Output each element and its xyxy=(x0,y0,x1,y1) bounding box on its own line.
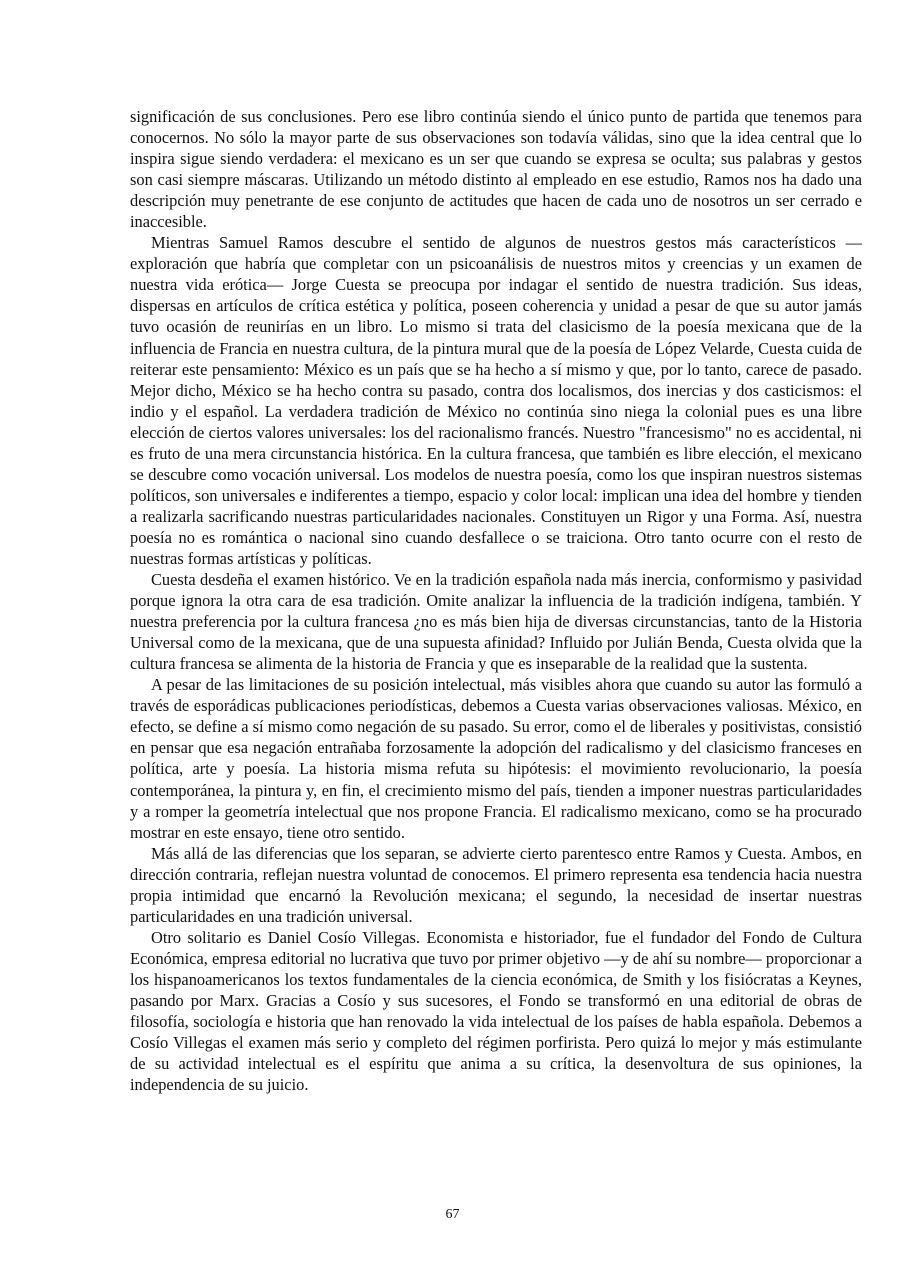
paragraph: Mientras Samuel Ramos descubre el sentido de algunos de nuestros gestos más característicos —exploración que habría que completar con un psicoanálisis de nuestros mitos y creencias y un examen de nuestra vida erótica— Jorge Cuesta se preocupa por indagar el sentido de nuestra tradición. Sus ideas, dispersas en artículos de crítica estética y política, poseen coherencia y unidad a pesar de que su autor jamás tuvo ocasión de reunirías en un libro. Lo mismo si trata del clasicismo de la poesía mexicana que de la influencia de Francia en nuestra cultura, de la pintura mural que de la poesía de López Velarde, Cuesta cuida de reiterar este pensamiento: México es un país que se ha hecho a sí mismo y que, por lo tanto, carece de pasado. Mejor dicho, México se ha hecho contra su pasado, contra dos localismos, dos inercias y dos casticismos: el indio y el español. La verdadera tradición de México no continúa sino niega la colonial pues es una libre elección de ciertos valores universales: los del racionalismo francés. Nuestro "francesismo" no es accidental, ni es fruto de una mera circunstancia histórica. En la cultura francesa, que también es libre elección, el mexicano se descubre como vocación universal. Los modelos de nuestra poesía, como los que inspiran nuestros sistemas políticos, son universales e indiferentes a tiempo, espacio y color local: implican una idea del hombre y tienden a realizarla sacrificando nuestras particularidades nacionales. Constituyen un Rigor y una Forma. Así, nuestra poesía no es romántica o nacional sino cuando desfallece o se traiciona. Otro tanto ocurre con el resto de nuestras formas artísticas y políticas. xyxy=(130,233,862,568)
paragraph: Cuesta desdeña el examen histórico. Ve en la tradición española nada más inercia, conformismo y pasividad porque ignora la otra cara de esa tradición. Omite analizar la influencia de la tradición indígena, también. Y nuestra preferencia por la cultura francesa ¿no es más bien hija de diversas circunstancias, tanto de la Historia Universal como de la mexicana, que de una supuesta afinidad? Influido por Julián Benda, Cuesta olvida que la cultura francesa se alimenta de la historia de Francia y que es inseparable de la realidad que la sustenta. xyxy=(130,570,862,674)
paragraph: Otro solitario es Daniel Cosío Villegas. Economista e historiador, fue el fundador del Fondo de Cultura Económica, empresa editorial no lucrativa que tuvo por primer objetivo —y de ahí su nombre— proporcionar a los hispanoamericanos los textos fundamentales de la ciencia económica, de Smith y los fisiócratas a Keynes, pasando por Marx. Gracias a Cosío y sus sucesores, el Fondo se transformó en una editorial de obras de filosofía, sociología e historia que han renovado la vida intelectual de los países de habla española. Debemos a Cosío Villegas el examen más serio y completo del régimen porfirista. Pero quizá lo mejor y más estimulante de su actividad intelectual es el espíritu que anima a su crítica, la desenvoltura de sus opiniones, la independencia de su juicio. xyxy=(130,927,862,1095)
paragraph: A pesar de las limitaciones de su posición intelectual, más visibles ahora que cuando su autor las formuló a través de esporádicas publicaciones periodísticas, debemos a Cuesta varias observaciones valiosas. México, en efecto, se define a sí mismo como negación de su pasado. Su error, como el de liberales y positivistas, consistió en pensar que esa negación entrañaba forzosamente la adopción del radicalismo y del clasicismo franceses en política, arte y poesía. La historia misma refuta su hipótesis: el movimiento revolucionario, la poesía contemporánea, la pintura y, en fin, el crecimiento mismo del país, tienden a imponer nuestras particularidades y a romper la geometría intelectual que nos propone Francia. El radicalismo mexicano, como se ha procurado mostrar en este ensayo, tiene otro sentido. xyxy=(130,675,862,842)
page-number: 67 xyxy=(445,1207,460,1222)
paragraph: Más allá de las diferencias que los separan, se advierte cierto parentesco entre Ramos y Cuesta. Ambos, en dirección contraria, reflejan nuestra voluntad de conocemos. El primero representa esa tendencia hacia nuestra propia intimidad que encarnó la Revolución mexicana; el segundo, la necesidad de insertar nuestras particularidades en una tradición universal. xyxy=(130,843,862,926)
body-text xyxy=(130,106,862,1095)
paragraph-continuation: significación de sus conclusiones. Pero ese libro continúa siendo el único punto de partida que tenemos para conocernos. No sólo la mayor parte de sus observaciones son todavía válidas, sino que la idea central que lo inspira sigue siendo verdadera: el mexicano es un ser que cuando se expresa se oculta; sus palabras y gestos son casi siempre máscaras. Utilizando un método distinto al empleado en ese estudio, Ramos nos ha dado una descripción muy penetrante de ese conjunto de actitudes que hacen de cada uno de nosotros un ser cerrado e inaccesible. xyxy=(130,107,862,232)
